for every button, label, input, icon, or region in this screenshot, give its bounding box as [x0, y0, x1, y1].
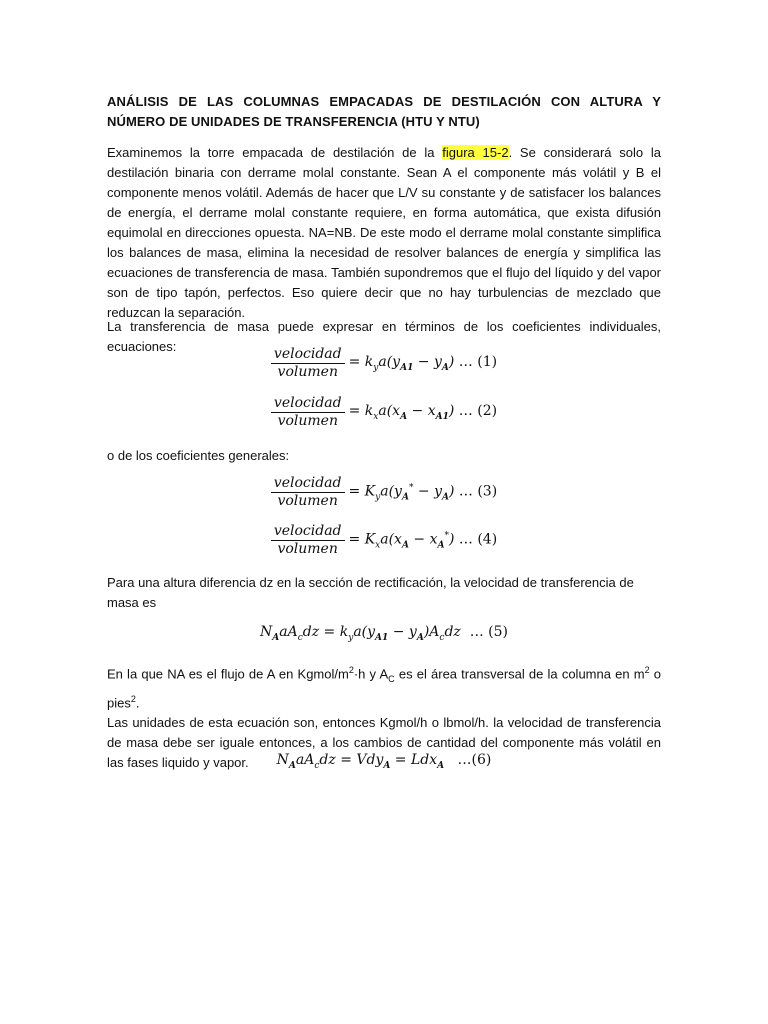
equation-4: $\frac{\text{velocidad}}{\text{volumen}}$ = $K_xa(x_A - x_A^*)$ … (4) [0, 523, 768, 558]
equation-3: $\frac{\text{velocidad}}{\text{volumen}}$ = $K_ya(y_A^* - y_A)$ … (3) [0, 475, 768, 510]
equation-2: $\frac{\text{velocidad}}{\text{volumen}}$ = $k_xa(x_A - x_{A1})$ … (2) [0, 395, 768, 430]
intro-paragraph [107, 143, 661, 323]
equation-5: $N_AaA_cdz = k_ya(y_{A1} - y_A)A_cdz$ … (5) [260, 624, 508, 643]
document-title: ANÁLISIS DE LAS COLUMNAS EMPACADAS DE DESTILACIÓN CON ALTURA Y NÚMERO DE UNIDADES DE TRANSFERENCIA (HTU Y NTU) [107, 94, 661, 129]
intro-text-start: Examinemos la torre empacada de destilación de la [107, 145, 443, 160]
figure-reference-link[interactable]: figura 15-2 [442, 145, 509, 160]
intro-text-rest: . Se considerará solo la destilación binaria con derrame molal constante. Sean A el componente más volátil y B el componente menos volátil. Además de hacer que L/V su constante y de satisfacer los balances de energía, el derrame molal constante requiere, en forma automática, que exista difusión equimolal en direcciones opuesta. NA=NB. De este modo el derrame molal constante simplifica los balances de masa, elimina la necesidad de resolver balances de energía y simplifica las ecuaciones de transferencia de masa. También supondremos que el flujo del líquido y del vapor son de tipo tapón, perfectos. Eso quiere decir que no hay turbulencias de mezclado que reduzcan la separación. [107, 145, 662, 320]
flux-definition-line: En la que NA es el flujo de A en Kgmol/$m^2\cdot h$ y $A_C$ es el área transversal de la columna en $m^2$ o pies$^2$. [107, 665, 661, 711]
mass-transfer-paragraph: La transferencia de masa puede expresar en términos de los coeficientes individuales, ecuaciones: [107, 319, 661, 354]
rectification-paragraph: Para una altura diferencia dz en la sección de rectificación, la velocidad de transferencia de masa es [107, 575, 634, 610]
rate-fraction: $\frac{\text{velocidad}}{\text{volumen}}$ [271, 523, 345, 558]
flux-definition-rest: Las unidades de esta ecuación son, entonces Kgmol/h o lbmol/h. la velocidad de transferencia de masa debe ser iguale entonces, a los cambios de cantidad del componente más volátil en las fases liquido y vapor. [107, 715, 661, 771]
general-coefficients-text: o de los coeficientes generales: [107, 448, 290, 463]
rate-fraction: $\frac{\text{velocidad}}{\text{volumen}}$ [271, 475, 345, 510]
equation-6: $N_AaA_cdz = Vdy_A = Ldx_A$ …(6) [276, 752, 492, 771]
rate-fraction: $\frac{\text{velocidad}}{\text{volumen}}$ [271, 395, 345, 430]
equation-1: $\frac{\text{velocidad}}{\text{volumen}}$ = $k_ya(y_{A1} - y_A)$ … (1) [0, 346, 768, 381]
rate-fraction: $\frac{\text{velocidad}}{\text{volumen}}$ [271, 346, 345, 381]
